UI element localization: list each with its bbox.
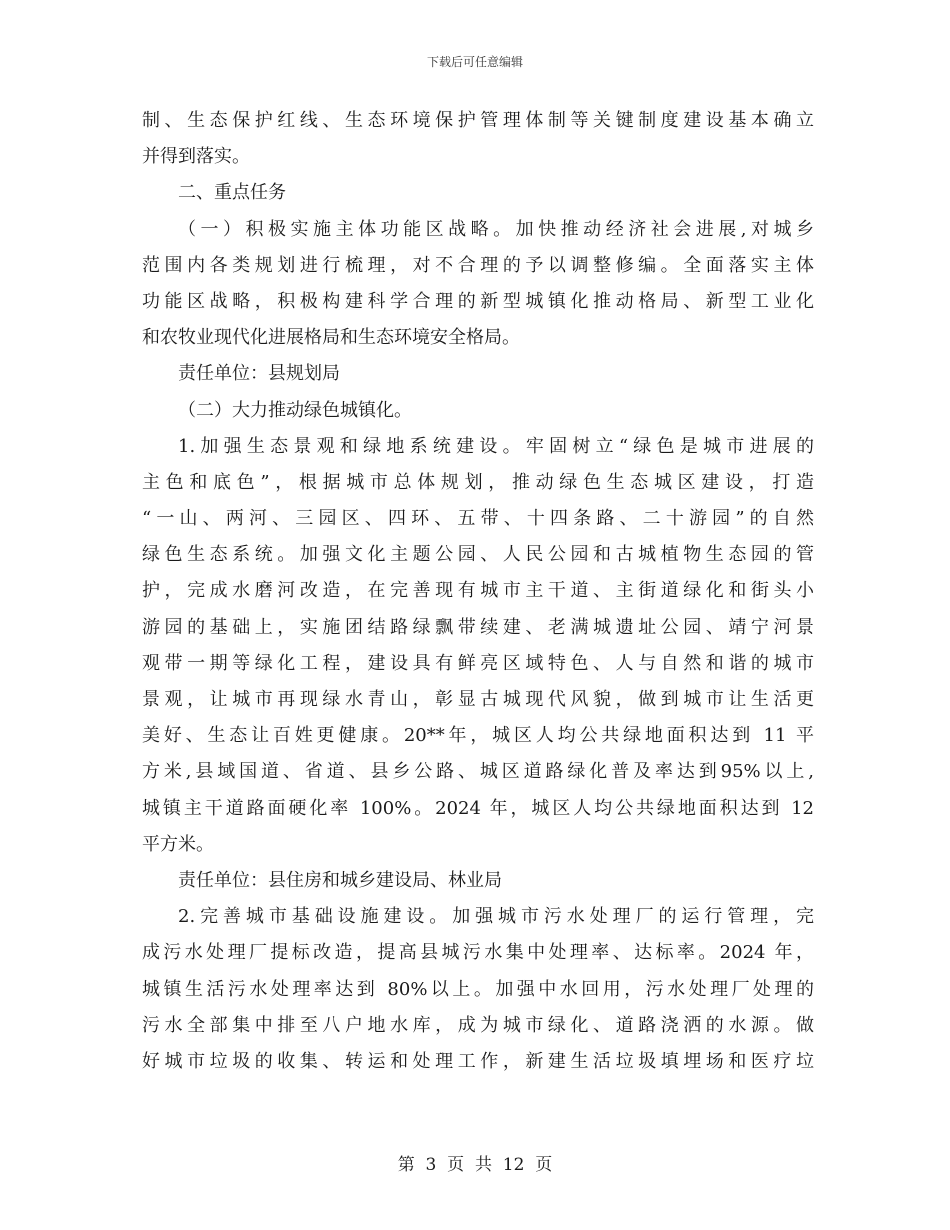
- text-line: 和农牧业现代化进展格局和生态环境安全格局。: [142, 327, 520, 349]
- text-line: （二）大力推动绿色城镇化。: [178, 399, 412, 421]
- text-line: 责任单位：县住房和城乡建设局、林业局: [178, 869, 502, 891]
- text-line: 主色和底色”，根据城市总体规划，推动绿色生态城区建设，打造: [142, 471, 814, 493]
- text-line: 美好、生态让百姓更健康。20**年，城区人均公共绿地面积达到 11 平: [142, 725, 814, 747]
- text-line: 2.完善城市基础设施建设。加强城市污水处理厂的运行管理，完: [178, 906, 814, 928]
- text-line: 制、生态保护红线、生态环境保护管理体制等关键制度建设基本确立: [142, 110, 814, 131]
- text-line: 1.加强生态景观和绿地系统建设。牢固树立“绿色是城市进展的: [178, 435, 814, 457]
- text-line: 成污水处理厂提标改造，提高县城污水集中处理率、达标率。2024 年，: [142, 942, 814, 964]
- text-line: 城镇生活污水处理率达到 80%以上。加强中水回用，污水处理厂处理的: [142, 978, 814, 1000]
- text-line: 护，完成水磨河改造，在完善现有城市主干道、主街道绿化和街头小: [142, 580, 814, 602]
- text-line: 平方米。: [142, 833, 214, 855]
- text-line: 责任单位：县规划局: [178, 363, 340, 385]
- text-line: 绿色生态系统。加强文化主题公园、人民公园和古城植物生态园的管: [142, 544, 814, 566]
- text-line: 并得到落实。: [142, 146, 250, 168]
- text-line: 方米,县域国道、省道、县乡公路、城区道路绿化普及率达到95%以上,: [142, 761, 814, 783]
- text-line: 城镇主干道路面硬化率 100%。2024 年，城区人均公共绿地面积达到 12: [142, 797, 814, 819]
- text-line: “一山、两河、三园区、四环、五带、十四条路、二十游园”的自然: [142, 508, 814, 530]
- text-line: 功能区战略，积极构建科学合理的新型城镇化推动格局、新型工业化: [142, 290, 814, 312]
- page-header-note: 下载后可任意编辑: [426, 55, 523, 69]
- text-line: 二、重点任务: [178, 182, 286, 204]
- document-body: [142, 103, 814, 1080]
- text-line: 范围内各类规划进行梳理，对不合理的予以调整修编。全面落实主体: [142, 254, 814, 276]
- text-line: 污水全部集中排至八户地水库，成为城市绿化、道路浇洒的水源。做: [142, 1014, 814, 1036]
- text-line: 游园的基础上，实施团结路绿飘带续建、老满城遗址公园、靖宁河景: [142, 616, 814, 638]
- text-line: 景观，让城市再现绿水青山，彰显古城现代风貌，做到城市让生活更: [142, 689, 814, 710]
- text-line: 好城市垃圾的收集、转运和处理工作，新建生活垃圾填埋场和医疗垃: [142, 1050, 814, 1072]
- page-number-footer: 第 3 页 共 12 页: [397, 1155, 553, 1175]
- text-line: 观带一期等绿化工程，建设具有鲜亮区域特色、人与自然和谐的城市: [142, 652, 814, 674]
- text-line: （一）积极实施主体功能区战略。加快推动经济社会进展,对城乡: [178, 218, 814, 240]
